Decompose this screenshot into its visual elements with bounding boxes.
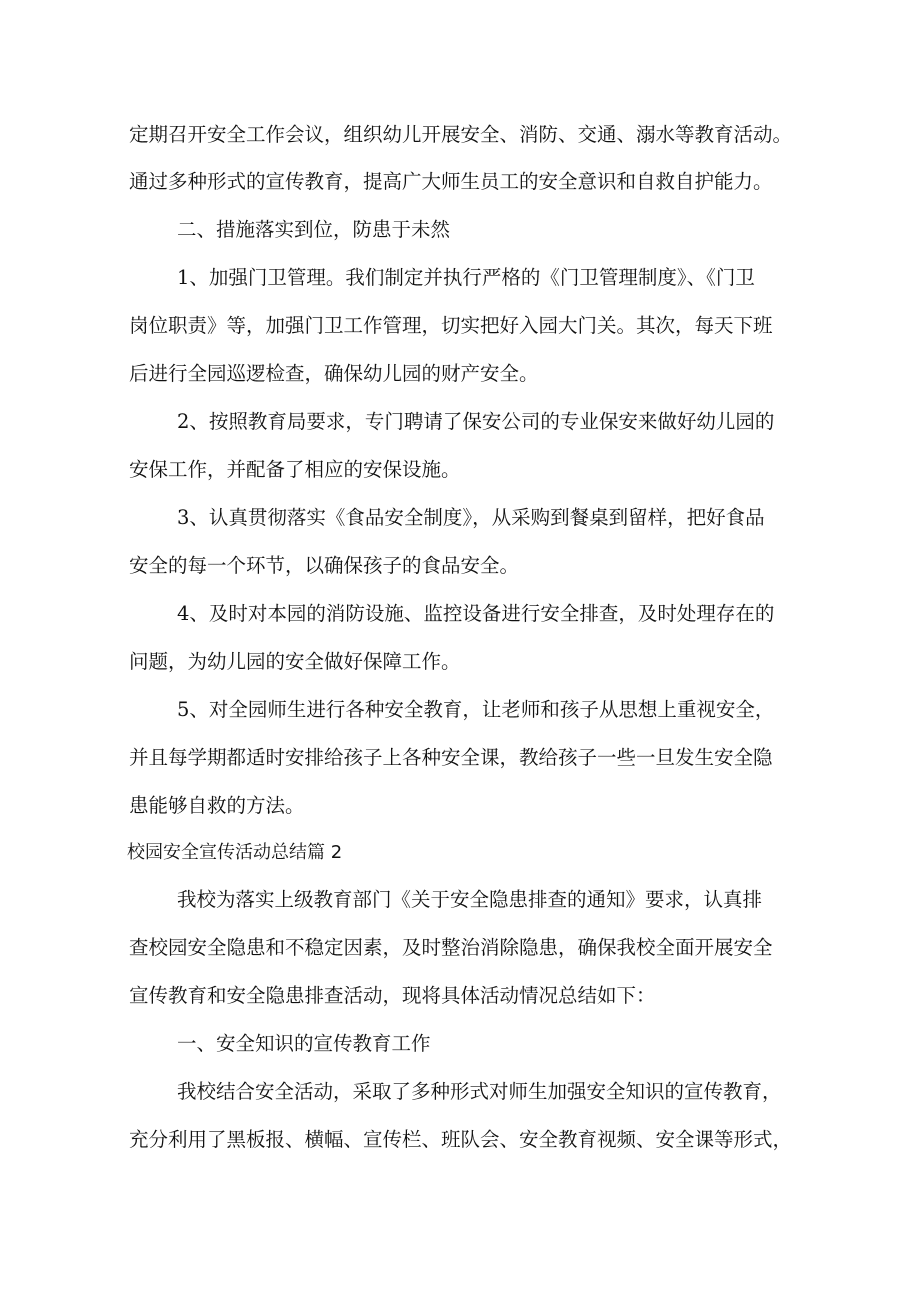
text-line: 问题，为幼儿园的安全做好保障工作。: [129, 650, 461, 673]
text-line: 我校为落实上级教育部门《关于安全隐患排查的通知》要求，认真排: [177, 888, 763, 911]
text-line: 4、及时对本园的消防设施、监控设备进行安全排查，及时处理存在的: [177, 602, 775, 625]
section-heading: 校园安全宣传活动总结篇 2: [127, 842, 343, 863]
text-line: 1、加强门卫管理。我们制定并执行严格的《门卫管理制度》、《门卫: [177, 266, 755, 289]
text-line: 3、认真贯彻落实《食品安全制度》，从采购到餐桌到留样，把好食品: [177, 506, 765, 529]
text-line: 通过多种形式的宣传教育，提高广大师生员工的安全意识和自救自护能力。: [129, 170, 773, 193]
text-line: 安全的每一个环节，以确保孩子的食品安全。: [129, 554, 520, 577]
text-line: 并且每学期都适时安排给孩子上各种安全课，教给孩子一些一旦发生安全隐: [129, 746, 773, 769]
text-line: 查校园安全隐患和不稳定因素，及时整治消除隐患，确保我校全面开展安全: [129, 936, 773, 959]
text-line: 5、对全园师生进行各种安全教育，让老师和孩子从思想上重视安全，: [177, 698, 775, 721]
text-line: 我校结合安全活动，采取了多种形式对师生加强安全知识的宣传教育，: [177, 1080, 782, 1103]
text-line: 二、措施落实到位，防患于未然: [177, 218, 451, 241]
text-line: 2、按照教育局要求，专门聘请了保安公司的专业保安来做好幼儿园的: [177, 410, 775, 433]
text-line: 岗位职责》等，加强门卫工作管理，切实把好入园大门关。其次，每天下班: [129, 314, 773, 337]
text-line: 宣传教育和安全隐患排查活动，现将具体活动情况总结如下：: [129, 984, 656, 1007]
text-line: 充分利用了黑板报、横幅、宣传栏、班队会、安全教育视频、安全课等形式，: [129, 1128, 793, 1151]
text-line: 安保工作，并配备了相应的安保设施。: [129, 458, 461, 481]
text-line: 后进行全园巡逻检查，确保幼儿园的财产安全。: [129, 362, 539, 385]
text-line: 患能够自救的方法。: [129, 794, 305, 817]
text-line: 定期召开安全工作会议，组织幼儿开展安全、消防、交通、溺水等教育活动。: [129, 123, 793, 146]
text-line: 一、安全知识的宣传教育工作: [177, 1032, 431, 1055]
